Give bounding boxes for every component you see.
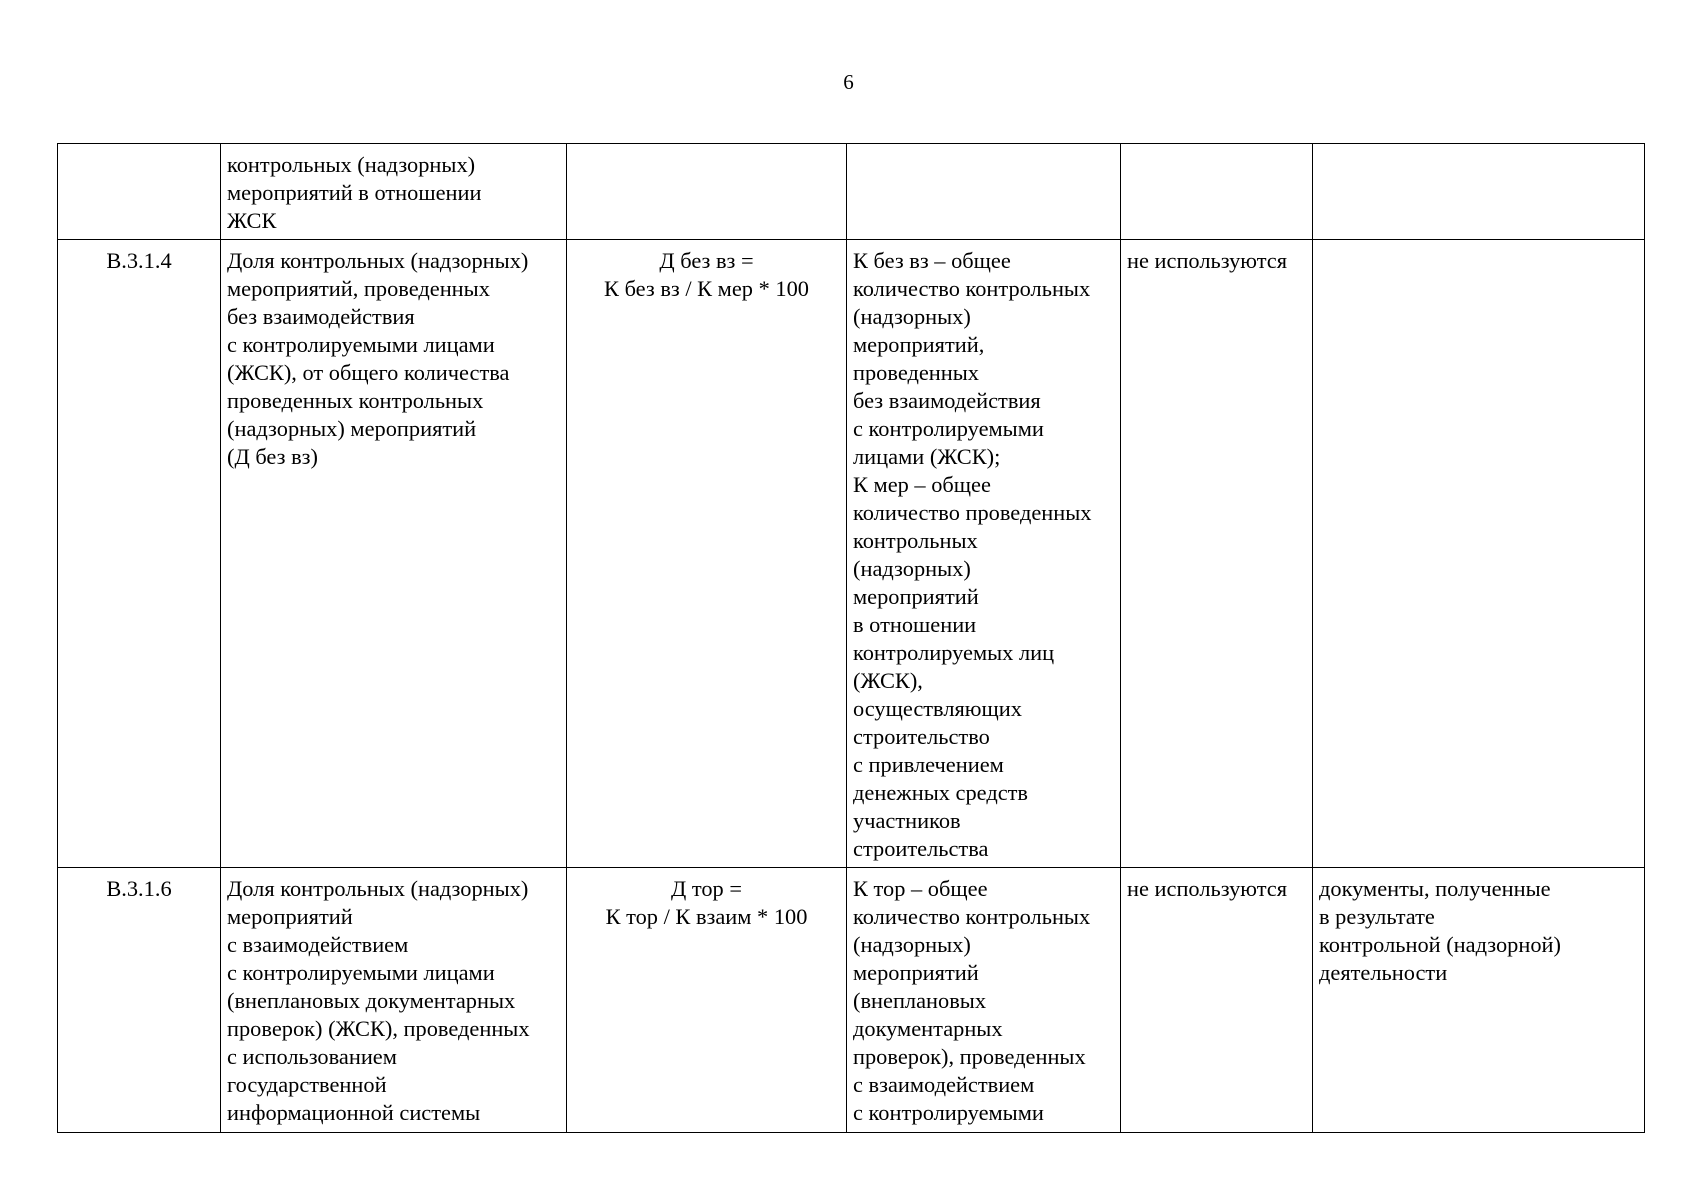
page-number: 6 [843, 70, 854, 94]
data-source-cell [1121, 144, 1313, 240]
indicator-name-cell: контрольных (надзорных) мероприятий в отношении ЖСК [221, 144, 567, 240]
data-source-cell: не используются [1121, 240, 1313, 868]
formula-cell [567, 144, 847, 240]
table-row [58, 240, 1645, 868]
indicator-code-cell [58, 144, 221, 240]
variables-cell [847, 144, 1121, 240]
variables-cell: К без вз – общее количество контрольных (надзорных) мероприятий, проведенных без взаимодействия с контролируемыми лицами (ЖСК); К мер – общее количество проведенных контрольных (надзорных) мероприятий в отношении контролируемых лиц (ЖСК), осуществляющих строительство с привлечением денежных средств участников строительства [847, 240, 1121, 868]
documents-cell [1313, 240, 1645, 868]
indicator-name-cell: Доля контрольных (надзорных) мероприятий с взаимодействием с контролируемыми лицами (внеплановых документарных проверок) (ЖСК), проведенных с использованием государственной информационной системы [221, 868, 567, 1133]
documents-cell [1313, 144, 1645, 240]
formula-cell: Д без вз = К без вз / К мер * 100 [567, 240, 847, 868]
table-row [58, 144, 1645, 240]
table-row [58, 868, 1645, 1133]
indicator-code-cell: В.3.1.6 [58, 868, 221, 1133]
indicators-table [57, 143, 1645, 1133]
indicator-code-cell: В.3.1.4 [58, 240, 221, 868]
formula-cell: Д тор = К тор / К взаим * 100 [567, 868, 847, 1133]
indicator-name-cell: Доля контрольных (надзорных) мероприятий, проведенных без взаимодействия с контролируемыми лицами (ЖСК), от общего количества проведенных контрольных (надзорных) мероприятий (Д без вз) [221, 240, 567, 868]
data-source-cell: не используются [1121, 868, 1313, 1133]
documents-cell: документы, полученные в результате контрольной (надзорной) деятельности [1313, 868, 1645, 1133]
variables-cell: К тор – общее количество контрольных (надзорных) мероприятий (внеплановых документарных проверок), проведенных с взаимодействием с контролируемыми [847, 868, 1121, 1133]
